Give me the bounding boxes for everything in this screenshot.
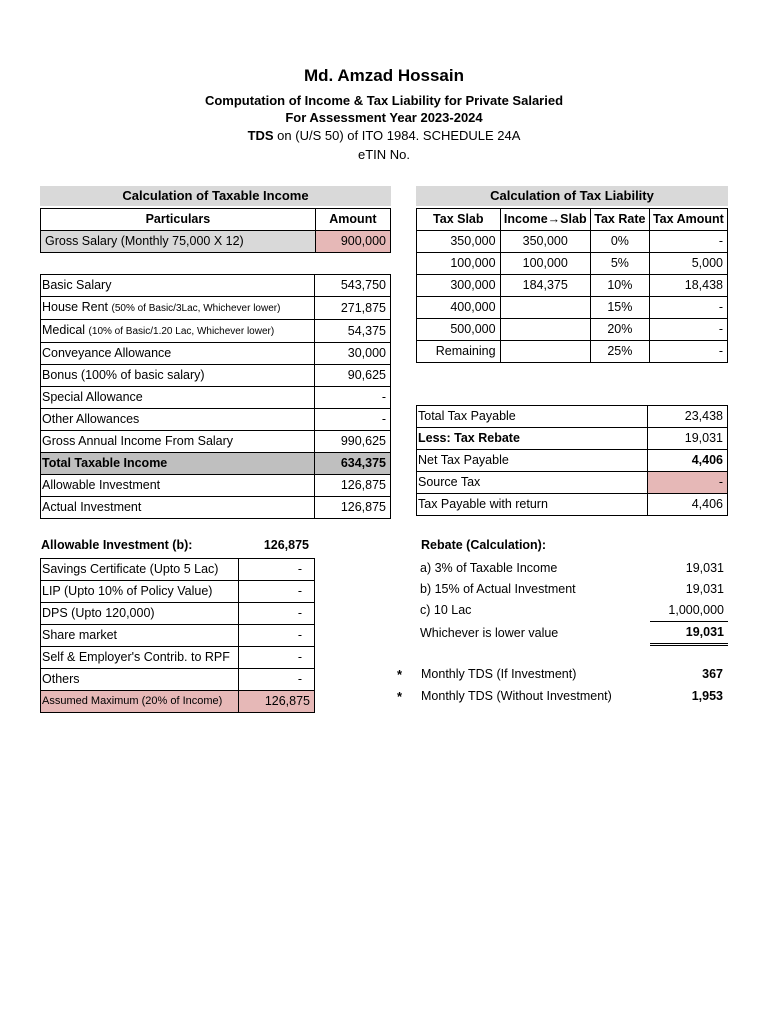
table-row bbox=[417, 450, 728, 472]
taxable-income-title: Calculation of Taxable Income bbox=[40, 186, 391, 206]
table-row bbox=[41, 497, 391, 519]
star-bullet: * bbox=[397, 689, 403, 704]
title-line-1: Computation of Income & Tax Liability for Private Salaried bbox=[204, 93, 564, 108]
income-cell: 184,375 bbox=[500, 275, 590, 297]
row-value: 30,000 bbox=[315, 343, 391, 365]
etin-label: eTIN No. bbox=[357, 147, 410, 162]
table-row bbox=[417, 253, 728, 275]
row-label: Gross Annual Income From Salary bbox=[41, 431, 315, 453]
source-tax-label: Source Tax bbox=[417, 472, 648, 494]
col-amount: Amount bbox=[315, 209, 390, 231]
table-row bbox=[41, 669, 315, 691]
gross-salary-label: Gross Salary (Monthly 75,000 X 12) bbox=[41, 231, 316, 253]
table-row bbox=[41, 559, 315, 581]
row-value: 90,625 bbox=[315, 365, 391, 387]
rebate-value: 1,000,000 bbox=[668, 603, 724, 617]
amount-cell: 18,438 bbox=[649, 275, 727, 297]
table-row bbox=[41, 691, 315, 713]
monthly-tds-investment-value: 367 bbox=[702, 667, 723, 681]
taxable-income-header-table bbox=[40, 208, 391, 253]
investment-value: - bbox=[239, 647, 315, 669]
investment-value: - bbox=[239, 581, 315, 603]
table-row bbox=[41, 603, 315, 625]
table-row bbox=[41, 625, 315, 647]
amount-cell: - bbox=[649, 297, 727, 319]
slab-cell: 300,000 bbox=[417, 275, 501, 297]
total-taxable-value: 634,375 bbox=[315, 453, 391, 475]
tax-payable-return-value: 4,406 bbox=[647, 494, 727, 516]
col-tax-amount: Tax Amount bbox=[649, 209, 727, 231]
row-label: Actual Investment bbox=[41, 497, 315, 519]
table-row bbox=[41, 475, 391, 497]
monthly-tds-no-investment-value: 1,953 bbox=[691, 689, 723, 703]
table-row bbox=[417, 319, 728, 341]
col-particulars: Particulars bbox=[41, 209, 316, 231]
table-row bbox=[416, 600, 728, 622]
title-line-3 bbox=[0, 128, 768, 143]
row-value: 543,750 bbox=[315, 275, 391, 297]
table-row bbox=[41, 343, 391, 365]
income-cell bbox=[500, 341, 590, 363]
col-tax-rate: Tax Rate bbox=[590, 209, 649, 231]
table-row bbox=[41, 431, 391, 453]
lowest-rebate-value: 19,031 bbox=[650, 622, 728, 645]
table-row bbox=[417, 428, 728, 450]
investment-table bbox=[40, 558, 315, 713]
rebate-table bbox=[416, 558, 728, 646]
table-row bbox=[417, 406, 728, 428]
investment-value: - bbox=[239, 625, 315, 647]
table-row bbox=[41, 297, 391, 320]
slab-cell: 350,000 bbox=[417, 231, 501, 253]
table-row bbox=[417, 297, 728, 319]
investment-value: - bbox=[239, 559, 315, 581]
table-row bbox=[41, 453, 391, 475]
row-label: Medical (10% of Basic/1.20 Lac, Whichever lower) bbox=[41, 320, 315, 343]
row-label: Bonus (100% of basic salary) bbox=[41, 365, 315, 387]
col-income-slab: Income→Slab bbox=[500, 209, 590, 231]
income-cell: 350,000 bbox=[500, 231, 590, 253]
tax-rebate-label: Less: Tax Rebate bbox=[417, 428, 648, 450]
row-label: Conveyance Allowance bbox=[41, 343, 315, 365]
net-tax-payable-label: Net Tax Payable bbox=[417, 450, 648, 472]
rate-cell: 25% bbox=[590, 341, 649, 363]
star-bullet: * bbox=[397, 667, 403, 682]
table-row bbox=[416, 579, 728, 600]
table-row bbox=[416, 622, 728, 645]
investment-label: LIP (Upto 10% of Policy Value) bbox=[41, 581, 239, 603]
rebate-label: a) 3% of Taxable Income bbox=[420, 561, 558, 575]
rebate-label: b) 15% of Actual Investment bbox=[420, 582, 576, 596]
investment-value: - bbox=[239, 603, 315, 625]
total-tax-payable-value: 23,438 bbox=[647, 406, 727, 428]
investment-value: - bbox=[239, 669, 315, 691]
tds-rest: on (U/S 50) of ITO 1984. SCHEDULE 24A bbox=[273, 128, 521, 143]
table-row bbox=[41, 647, 315, 669]
tax-rebate-value: 19,031 bbox=[647, 428, 727, 450]
amount-cell: - bbox=[649, 231, 727, 253]
row-label: Basic Salary bbox=[41, 275, 315, 297]
rate-cell: 0% bbox=[590, 231, 649, 253]
amount-cell: - bbox=[649, 341, 727, 363]
row-label: Special Allowance bbox=[41, 387, 315, 409]
table-row bbox=[417, 275, 728, 297]
investment-label: Savings Certificate (Upto 5 Lac) bbox=[41, 559, 239, 581]
col-tax-slab: Tax Slab bbox=[417, 209, 501, 231]
income-cell: 100,000 bbox=[500, 253, 590, 275]
investment-label: DPS (Upto 120,000) bbox=[41, 603, 239, 625]
rate-cell: 5% bbox=[590, 253, 649, 275]
income-cell bbox=[500, 319, 590, 341]
monthly-tds-no-investment-label: Monthly TDS (Without Investment) bbox=[421, 689, 612, 703]
investment-label: Share market bbox=[41, 625, 239, 647]
table-row bbox=[41, 409, 391, 431]
row-label: Allowable Investment bbox=[41, 475, 315, 497]
assumed-maximum-label: Assumed Maximum (20% of Income) bbox=[41, 691, 239, 713]
total-tax-payable-label: Total Tax Payable bbox=[417, 406, 648, 428]
slab-cell: 500,000 bbox=[417, 319, 501, 341]
investment-label: Self & Employer's Contrib. to RPF bbox=[41, 647, 239, 669]
table-row bbox=[41, 320, 391, 343]
slab-cell: Remaining bbox=[417, 341, 501, 363]
row-value: - bbox=[315, 387, 391, 409]
table-row bbox=[41, 581, 315, 603]
allowable-investment-total: 126,875 bbox=[263, 538, 309, 552]
rate-cell: 15% bbox=[590, 297, 649, 319]
person-name: Md. Amzad Hossain bbox=[304, 66, 464, 85]
net-tax-payable-value: 4,406 bbox=[647, 450, 727, 472]
tax-liability-title: Calculation of Tax Liability bbox=[416, 186, 728, 206]
slab-cell: 400,000 bbox=[417, 297, 501, 319]
amount-cell: 5,000 bbox=[649, 253, 727, 275]
tax-slab-table bbox=[416, 208, 728, 363]
tds-label: TDS bbox=[247, 128, 274, 143]
table-row bbox=[41, 275, 391, 297]
row-label: House Rent (50% of Basic/3Lac, Whichever lower) bbox=[41, 297, 315, 320]
row-value: 54,375 bbox=[315, 320, 391, 343]
table-row bbox=[417, 472, 728, 494]
table-row bbox=[416, 558, 728, 579]
assumed-maximum-value: 126,875 bbox=[239, 691, 315, 713]
rate-cell: 20% bbox=[590, 319, 649, 341]
rebate-label: Whichever is lower value bbox=[420, 625, 559, 640]
rebate-title: Rebate (Calculation): bbox=[421, 538, 547, 552]
row-label: Other Allowances bbox=[41, 409, 315, 431]
slab-cell: 100,000 bbox=[417, 253, 501, 275]
investment-label: Others bbox=[41, 669, 239, 691]
table-row bbox=[41, 387, 391, 409]
rebate-label: c) 10 Lac bbox=[420, 603, 472, 618]
rebate-value: 19,031 bbox=[685, 582, 724, 596]
row-value: 990,625 bbox=[315, 431, 391, 453]
row-value: 126,875 bbox=[315, 497, 391, 519]
rebate-value: 19,031 bbox=[685, 561, 724, 575]
allowable-investment-title: Allowable Investment (b): bbox=[41, 538, 193, 552]
table-row bbox=[417, 494, 728, 516]
income-cell bbox=[500, 297, 590, 319]
amount-cell: - bbox=[649, 319, 727, 341]
table-row bbox=[41, 365, 391, 387]
source-tax-value: - bbox=[647, 472, 727, 494]
total-taxable-label: Total Taxable Income bbox=[41, 453, 315, 475]
row-value: 126,875 bbox=[315, 475, 391, 497]
row-value: 271,875 bbox=[315, 297, 391, 320]
rate-cell: 10% bbox=[590, 275, 649, 297]
taxable-income-table bbox=[40, 274, 391, 519]
monthly-tds-investment-label: Monthly TDS (If Investment) bbox=[421, 667, 577, 681]
gross-salary-value: 900,000 bbox=[315, 231, 390, 253]
row-value: - bbox=[315, 409, 391, 431]
table-row bbox=[417, 231, 728, 253]
title-line-2: For Assessment Year 2023-2024 bbox=[285, 110, 483, 125]
tax-summary-table bbox=[416, 405, 728, 516]
tax-payable-return-label: Tax Payable with return bbox=[417, 494, 648, 516]
table-row bbox=[417, 341, 728, 363]
